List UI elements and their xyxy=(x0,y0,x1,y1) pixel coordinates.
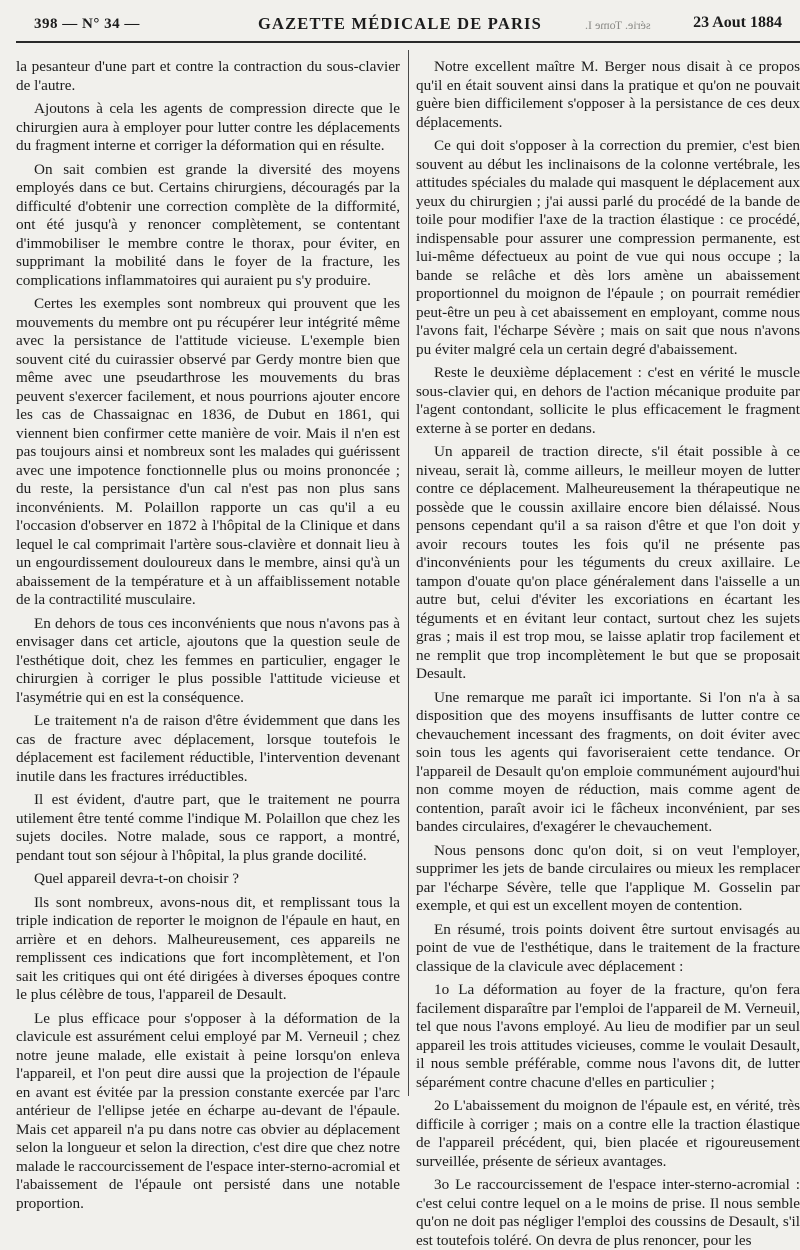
paragraph: Reste le deuxième déplacement : c'est en vérité le muscle sous-clavier qui, en dehors de l'action mécanique produite par l'agent contondant, sollicite le plus efficacement le fragment externe à se porter en dedans. xyxy=(416,364,800,437)
issue-date: 23 Aout 1884 xyxy=(693,14,782,31)
paragraph: Ajoutons à cela les agents de compression directe que le chirurgien aura à employer pour lutter contre les déplacements du fragment interne et corriger la déformation qui en résulte. xyxy=(16,100,400,154)
paragraph: En dehors de tous ces inconvénients que nous n'avons pas à envisager dans cet article, ajoutons que la question seule de l'esthétique doit, chez les femmes en particulier, engager le chirurgien à corriger le plus possible l'attitude vicieuse et l'asymétrie qui en est la conséquence. xyxy=(16,614,400,706)
paragraph: Une remarque me paraît ici importante. Si l'on n'a à sa disposition que des moyens insuffisants de lutter contre ce chevauchement incessant des fragments, on doit éviter avec soin tous les agents qui favoriseraient cette tendance. Or l'appareil de Desault qu'on emploie communément aujourd'hui non comme moyen de réduction, mais comme agent de contention, paraît avoir ici le fâcheux inconvénient, par ses bandes circulaires, d'exagérer le chevauchement. xyxy=(416,688,800,835)
paragraph: On sait combien est grande la diversité des moyens employés dans ce but. Certains chirurgiens, découragés par la difficulté d'obtenir une correction complète de la difformité, ont été jusqu'à y renoncer complètement, se contentant d'immobiliser le membre contre le thorax, pour éviter, en supprimant la mobilité dans le foyer de la fracture, les complications inflammatoires qui auraient pu s'y produire. xyxy=(16,160,400,289)
paragraph: Un appareil de traction directe, s'il était possible à ce niveau, serait là, comme ailleurs, le meilleur moyen de lutter contre ce déplacement. Malheureusement la thérapeutique ne possède que le coussin axillaire encore bien délaissé. Nous pensons cependant qu'il a sa raison d'être et que l'on doit y avoir recours toutes les fois qu'il ne présente pas d'inconvénients pour les téguments du creux axillaire. Le tampon d'ouate qu'on place généralement dans l'aisselle a un autre but, celui d'éviter les excoriations en écartant les téguments et en évitant leur contact, surtout chez les sujets gras ; mais il est trop mou, se laisse aplatir trop facilement et ne remplit que trop incomplètement le but que se proposait Desault. xyxy=(416,443,800,682)
paragraph: Le plus efficace pour s'opposer à la déformation de la clavicule est assurément celui employé par M. Verneuil ; chez notre jeune malade, elle existait à peine lorsqu'on enleva l'appareil, et l'on peut dire aussi que la projection de l'épaule en avant est évitée par la pression constante exercée par l'arc antérieur de l'ellipse jetée en écharpe au-devant de l'épaule. Mais cet appareil n'a pu dans notre cas obvier au déplacement selon la longueur et selon la direction, c'est dire que chez notre malade le raccourcissement de l'espace inter-sterno-acromial et l'abaissement de l'épaule ont persisté dans une notable proportion. xyxy=(16,1009,400,1212)
paragraph: Il est évident, d'autre part, que le traitement ne pourra utilement être tenté comme l'indique M. Polaillon que chez les sujets dociles. Notre malade, sous ce rapport, a montré, pendant tout son séjour à l'hôpital, la plus grande docilité. xyxy=(16,791,400,864)
paragraph: Ils sont nombreux, avons-nous dit, et remplissant tous la triple indication de reporter le moignon de l'épaule en haut, en arrière et en dehors. Malheureusement, ces appareils ne remplissent ces indications que fort incomplètement, et l'on sait les critiques qui ont été dirigées à diverses époques contre le plus célèbre de tous, l'appareil de Desault. xyxy=(16,893,400,1003)
paragraph: En résumé, trois points doivent être surtout envisagés au point de vue de l'esthétique, dans le traitement de la fracture classique de la clavicule avec déplacement : xyxy=(416,920,800,975)
left-column xyxy=(16,58,400,1212)
bleed-through-text: série. Tome I. xyxy=(585,18,651,32)
column-divider xyxy=(408,50,409,1096)
paragraph: Ce qui doit s'opposer à la correction du premier, c'est bien souvent au début les inclinaisons de la colonne vertébrale, les attitudes spéciales du malade qui masquent le déplacement aux yeux du chirurgien ; j'ai aussi parlé du procédé de la bande de toile pour modifier l'axe de la traction élastique : ce procédé, indispensable pour assurer une compression permanente, est lui-même défectueux au point de vue qui nous occupe ; la bande se relâche et dès lors amène un abaissement proportionnel du moignon de l'épaule ; on pourrait remédier peut-être un peu à cet abaissement en employant, comme nous l'avons fait, l'écharpe Sévère ; mais on sait que nous n'avons pu éviter malgré cela un certain degré d'abaissement. xyxy=(416,137,800,358)
paragraph: Quel appareil devra-t-on choisir ? xyxy=(34,870,239,887)
page-header xyxy=(0,14,800,40)
paragraph: Nous pensons donc qu'on doit, si on veut l'employer, supprimer les jets de bande circulaires ou mieux les remplacer par l'écharpe Sévère, telle que l'applique M. Gosselin par exemple, et qui est un excellent moyen de contention. xyxy=(416,841,800,914)
journal-title: GAZETTE MÉDICALE DE PARIS xyxy=(257,14,543,33)
right-column xyxy=(416,58,800,1249)
paragraph: 2o L'abaissement du moignon de l'épaule est, en vérité, très difficile à corriger ; mais on a contre elle la traction élastique de l'appareil précédent, qui, bien placée et rigoureusement surveillée, présente de sérieux avantages. xyxy=(416,1097,800,1170)
paragraph: Certes les exemples sont nombreux qui prouvent que les mouvements du membre ont pu récupérer leur intégrité même avec la persistance de l'attitude vicieuse. L'exemple bien souvent cité du cuirassier observé par Gerdy montre bien que même avec une pseudarthrose les mouvements du bras peuvent s'exercer facilement, et nous pourrions ajouter encore les cas de Chassaignac en 1836, de Dubut en 1861, qui viennent bien confirmer cette manière de voir. Mais il n'en est pas toujours ainsi et nombreux sont les malades qui guérissent avec une impotence fonctionnelle plus ou moins prononcée ; du reste, la persistance d'un cal n'est pas non plus sans inconvénients. M. Polaillon rapporte un cas qu'il a eu l'occasion d'observer en 1872 à l'hôpital de la Clinique et dans lequel le cal comprimait l'artère sous-clavière et donnait lieu à un engourdissement douloureux dans le membre, ainsi qu'à un abaissement de la température et à un affaiblissement notable de la contractilité musculaire. xyxy=(16,295,400,608)
paragraph: 1o La déformation au foyer de la fracture, qu'on fera facilement disparaître par l'emploi de l'appareil de M. Verneuil, tel que nous l'avons employé. Au lieu de modifier par un seul appareil les trois attitudes vicieuses, comme le voulait Desault, il nous semble préférable, comme nous l'avons dit, de lutter séparément contre chacune d'elles en particulier ; xyxy=(416,981,800,1091)
page-number: 398 — N° 34 — xyxy=(34,16,140,32)
header-rule xyxy=(16,41,800,43)
paragraph: 3o Le raccourcissement de l'espace inter-sterno-acromial : c'est celui contre lequel on a le moins de prise. Il nous semble qu'on ne doit pas négliger l'emploi des coussins de Desault, s'il est toutefois toléré. On devra de plus renoncer, pour les xyxy=(416,1176,800,1249)
paragraph: Le traitement n'a de raison d'être évidemment que dans les cas de fracture avec déplacement, lorsque toutefois le déplacement est facilement réductible, l'intervention devenant inutile dans les fractures irréductibles. xyxy=(16,712,400,785)
paragraph: Notre excellent maître M. Berger nous disait à ce propos qu'il en était souvent ainsi dans la pratique et qu'on ne pouvait guère bien difficilement s'opposer à la persistance de ces deux déplacements. xyxy=(416,58,800,131)
paragraph: la pesanteur d'une part et contre la contraction du sous-clavier de l'autre. xyxy=(16,58,400,94)
